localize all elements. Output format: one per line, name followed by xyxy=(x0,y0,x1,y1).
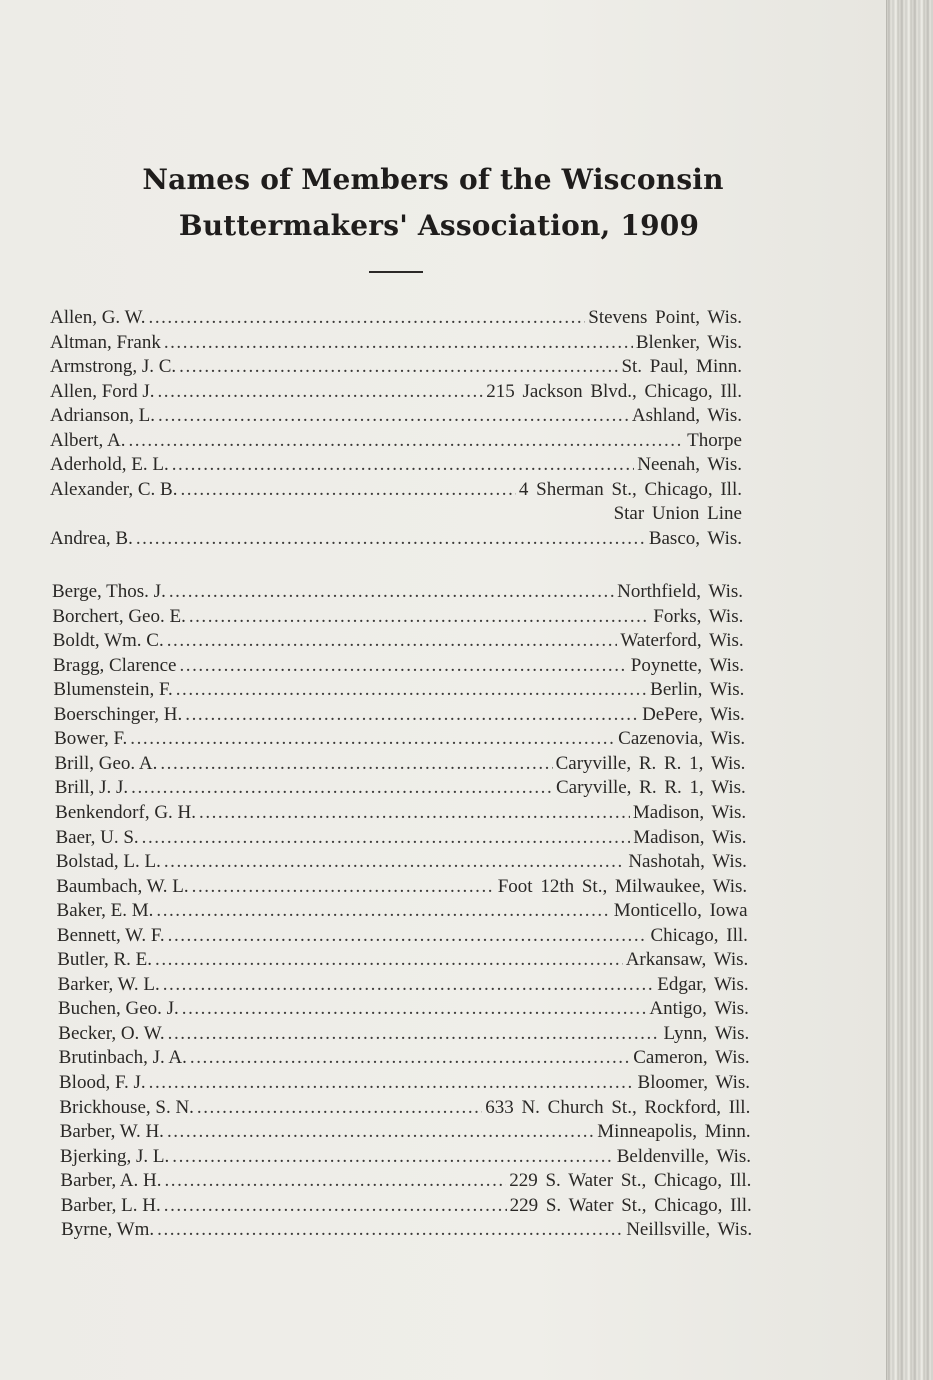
member-address: Waterford, Wis. xyxy=(620,630,744,652)
member-name: Benkendorf, G. H. xyxy=(55,801,197,823)
member-name: Baumbach, W. L. xyxy=(56,875,189,897)
dot-leader xyxy=(167,1121,594,1143)
dot-leader xyxy=(168,1023,661,1045)
dot-leader xyxy=(180,655,628,677)
member-name: Barber, L. H. xyxy=(60,1194,161,1216)
member-entry xyxy=(60,1121,751,1143)
dot-leader xyxy=(158,381,484,403)
member-name: Bjerking, J. L. xyxy=(60,1145,170,1167)
member-address: Madison, Wis. xyxy=(632,801,747,823)
dot-leader xyxy=(160,753,552,775)
member-name: Bragg, Clarence xyxy=(53,654,177,676)
member-name: Borchert, Geo. E. xyxy=(52,605,186,627)
dot-leader xyxy=(197,1097,482,1119)
dot-leader xyxy=(130,728,615,750)
dot-leader xyxy=(155,949,623,971)
member-entry xyxy=(60,1146,751,1168)
member-entry xyxy=(54,704,745,726)
member-entry xyxy=(50,528,742,550)
member-address: Chicago, Ill. xyxy=(650,924,748,946)
member-name: Butler, R. E. xyxy=(57,949,153,971)
dot-leader xyxy=(169,581,614,603)
member-name: Adrianson, L. xyxy=(50,405,156,427)
member-name: Byrne, Wm. xyxy=(61,1219,155,1241)
member-entry xyxy=(52,581,743,603)
member-entry xyxy=(61,1219,752,1241)
member-entry xyxy=(57,900,748,922)
dot-leader xyxy=(157,1219,623,1241)
member-entry xyxy=(50,454,742,476)
member-name: Andrea, B. xyxy=(50,527,133,549)
dot-leader xyxy=(199,802,630,824)
dot-leader xyxy=(164,1170,506,1192)
member-entry xyxy=(55,802,746,824)
member-entry xyxy=(56,851,747,873)
dot-leader xyxy=(192,876,495,898)
member-entry xyxy=(56,827,747,849)
dot-leader xyxy=(163,974,655,996)
member-address: Poynette, Wis. xyxy=(630,654,745,676)
member-name: Brickhouse, S. N. xyxy=(59,1096,194,1118)
member-address: Caryville, R. R. 1, Wis. xyxy=(555,777,746,799)
member-name: Barber, W. H. xyxy=(59,1121,164,1143)
member-name: Blood, F. J. xyxy=(59,1072,146,1093)
member-name: Allen, G. W. xyxy=(50,307,146,328)
member-name: Aderhold, E. L. xyxy=(50,454,169,476)
member-address: St. Paul, Minn. xyxy=(621,356,742,378)
member-entry xyxy=(54,753,745,775)
member-address: Nashotah, Wis. xyxy=(628,851,747,873)
member-entry xyxy=(58,1023,749,1045)
dot-leader xyxy=(179,356,618,378)
member-entry xyxy=(55,777,746,799)
member-name: Berge, Thos. J. xyxy=(52,581,166,602)
member-entry xyxy=(59,1047,750,1069)
dot-leader xyxy=(142,827,631,849)
dot-leader xyxy=(164,332,633,354)
member-name: Bolstad, L. L. xyxy=(55,851,161,873)
member-name: Buchen, Geo. J. xyxy=(57,998,179,1020)
member-entry xyxy=(50,356,742,378)
member-address: Basco, Wis. xyxy=(648,527,742,549)
member-entry xyxy=(50,307,742,329)
member-address: DePere, Wis. xyxy=(642,703,745,725)
member-name: Baker, E. M. xyxy=(56,900,154,922)
member-address: Lynn, Wis. xyxy=(663,1022,750,1044)
dot-leader xyxy=(182,998,647,1020)
dot-leader xyxy=(185,704,639,726)
member-entry xyxy=(59,1097,750,1119)
member-name: Baer, U. S. xyxy=(55,826,139,848)
member-address: 229 S. Water St., Chicago, Ill. xyxy=(509,1170,752,1192)
dot-leader xyxy=(128,430,684,452)
member-entry xyxy=(50,430,742,452)
member-entry xyxy=(61,1195,752,1217)
member-entry xyxy=(54,728,745,750)
member-entry xyxy=(53,679,744,701)
dot-leader xyxy=(189,606,650,628)
member-address: Thorpe xyxy=(687,429,742,451)
member-name: Alexander, C. B. xyxy=(50,478,178,500)
member-address: Stevens Point, Wis. xyxy=(588,307,742,328)
member-name: Boerschinger, H. xyxy=(53,703,183,725)
member-address: Ashland, Wis. xyxy=(631,405,742,427)
member-address: Antigo, Wis. xyxy=(649,998,749,1020)
member-address: Blenker, Wis. xyxy=(635,331,742,353)
dot-leader xyxy=(149,307,586,329)
member-name: Bower, F. xyxy=(54,728,128,750)
dot-leader xyxy=(167,630,618,652)
dot-leader xyxy=(156,900,610,922)
dot-leader xyxy=(131,777,553,799)
member-address: Berlin, Wis. xyxy=(650,679,745,701)
member-name: Barber, A. H. xyxy=(60,1170,162,1192)
member-name: Albert, A. xyxy=(50,429,126,451)
member-entry xyxy=(53,655,744,677)
member-entry xyxy=(58,974,749,996)
member-address: Bloomer, Wis. xyxy=(637,1072,750,1093)
dot-leader xyxy=(136,528,646,550)
dot-leader xyxy=(164,1195,507,1217)
page-title-line-2: Buttermakers' Association, 1909 xyxy=(178,209,700,242)
member-address: 229 S. Water St., Chicago, Ill. xyxy=(509,1194,752,1216)
member-entry xyxy=(50,479,742,501)
dot-leader xyxy=(149,1072,635,1094)
member-name: Boldt, Wm. C. xyxy=(52,630,164,652)
member-entry xyxy=(50,332,742,354)
member-address: Cazenovia, Wis. xyxy=(618,728,746,750)
member-name: Brill, Geo. A. xyxy=(54,752,158,774)
dot-leader xyxy=(172,1146,613,1168)
page-title-line-1: Names of Members of the Wisconsin xyxy=(142,163,724,196)
member-address: 633 N. Church St., Rockford, Ill. xyxy=(485,1096,751,1118)
member-name: Blumenstein, F. xyxy=(53,679,173,701)
member-address: 215 Jackson Blvd., Chicago, Ill. xyxy=(486,380,742,402)
dot-leader xyxy=(180,479,515,501)
member-entry xyxy=(57,949,748,971)
dot-leader xyxy=(172,454,634,476)
member-name: Altman, Frank xyxy=(50,331,161,353)
member-name: Barker, W. L. xyxy=(57,973,160,995)
member-name: Allen, Ford J. xyxy=(50,380,155,402)
book-spine-gutter xyxy=(886,0,933,1380)
dot-leader xyxy=(176,679,647,701)
member-name: Brutinbach, J. A. xyxy=(58,1047,187,1069)
member-entry xyxy=(58,998,749,1020)
member-entry xyxy=(60,1170,751,1192)
member-entry xyxy=(56,876,747,898)
member-address: 4 Sherman St., Chicago, Ill. xyxy=(518,478,742,500)
member-address: Arkansaw, Wis. xyxy=(625,949,749,971)
member-address: Cameron, Wis. xyxy=(633,1047,750,1069)
member-entry xyxy=(52,606,743,628)
member-address: Foot 12th St., Milwaukee, Wis. xyxy=(497,875,748,897)
member-entry xyxy=(59,1072,750,1094)
dot-leader xyxy=(158,405,629,427)
member-address: Madison, Wis. xyxy=(633,826,747,848)
member-name: Armstrong, J. C. xyxy=(50,356,177,378)
member-address: Neillsville, Wis. xyxy=(626,1219,753,1241)
member-address: Forks, Wis. xyxy=(653,605,744,627)
member-name: Bennett, W. F. xyxy=(56,924,165,946)
member-address: Edgar, Wis. xyxy=(657,973,749,995)
member-entry xyxy=(50,405,742,427)
member-address-continuation: Star Union Line xyxy=(613,503,742,525)
member-address: Monticello, Iowa xyxy=(613,900,748,922)
member-address: Northfield, Wis. xyxy=(617,581,743,602)
member-entry xyxy=(53,630,744,652)
dot-leader xyxy=(168,925,648,947)
member-address: Beldenville, Wis. xyxy=(616,1145,752,1167)
member-address: Minneapolis, Minn. xyxy=(597,1121,751,1143)
member-address: Neenah, Wis. xyxy=(637,454,742,476)
member-entry xyxy=(57,925,748,947)
member-name: Brill, J. J. xyxy=(54,777,129,799)
member-name: Becker, O. W. xyxy=(58,1022,165,1044)
dot-leader xyxy=(164,851,625,873)
member-entry xyxy=(50,381,742,403)
dot-leader xyxy=(190,1047,630,1069)
member-address: Caryville, R. R. 1, Wis. xyxy=(555,752,746,774)
